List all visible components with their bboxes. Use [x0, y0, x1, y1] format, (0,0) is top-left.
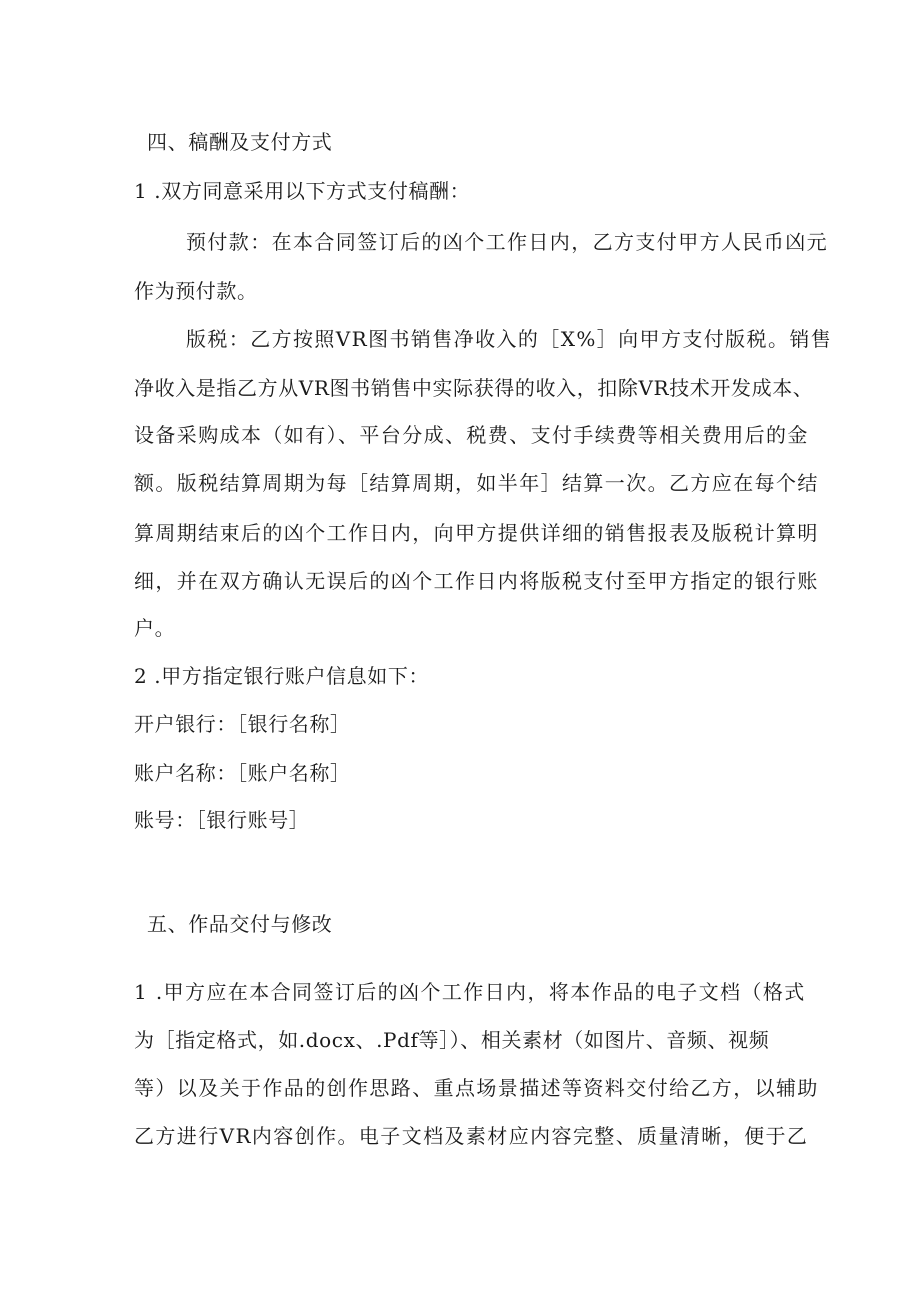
clause-5-1-line: 1 .甲方应在本合同签订后的凶个工作日内，将本作品的电子文档（格式: [134, 980, 806, 1004]
account-number-line: 账号：［银行账号］: [134, 808, 310, 832]
clause-5-1-line: 等）以及关于作品的创作思路、重点场景描述等资料交付给乙方，以辅助: [134, 1076, 819, 1100]
clause-5-1-line: 为［指定格式，如.docx、.Pdf等］）、相关素材（如图片、音频、视频: [134, 1028, 770, 1052]
prepayment-line: 预付款：在本合同签订后的凶个工作日内，乙方支付甲方人民币凶元: [186, 230, 828, 254]
clause-5-1-line: 乙方进行VR内容创作。电子文档及素材应内容完整、质量清晰，便于乙: [134, 1124, 809, 1148]
section-5-heading: 五、作品交付与修改: [147, 912, 333, 936]
royalty-line: 版税：乙方按照VR图书销售净收入的［X%］向甲方支付版税。销售: [186, 327, 833, 351]
clause-4-2-title: 2 .甲方指定银行账户信息如下：: [134, 664, 430, 688]
royalty-line: 算周期结束后的凶个工作日内，向甲方提供详细的销售报表及版税计算明: [134, 521, 819, 545]
account-name-line: 账户名称：［账户名称］: [134, 761, 351, 785]
royalty-line: 细，并在双方确认无误后的凶个工作日内将版税支付至甲方指定的银行账: [134, 569, 819, 593]
clause-4-1-title: 1 .双方同意采用以下方式支付稿酬：: [134, 179, 471, 203]
royalty-line: 设备采购成本（如有）、平台分成、税费、支付手续费等相关费用后的金: [134, 423, 809, 447]
prepayment-line: 作为预付款。: [134, 279, 258, 303]
royalty-line: 净收入是指乙方从VR图书销售中实际获得的收入，扣除VR技术开发成本、: [134, 376, 814, 400]
section-4-heading: 四、稿酬及支付方式: [147, 130, 333, 154]
royalty-line: 额。版税结算周期为每［结算周期，如半年］结算一次。乙方应在每个结: [134, 471, 819, 495]
royalty-line: 户。: [134, 616, 176, 640]
bank-name-line: 开户银行：［银行名称］: [134, 712, 351, 736]
